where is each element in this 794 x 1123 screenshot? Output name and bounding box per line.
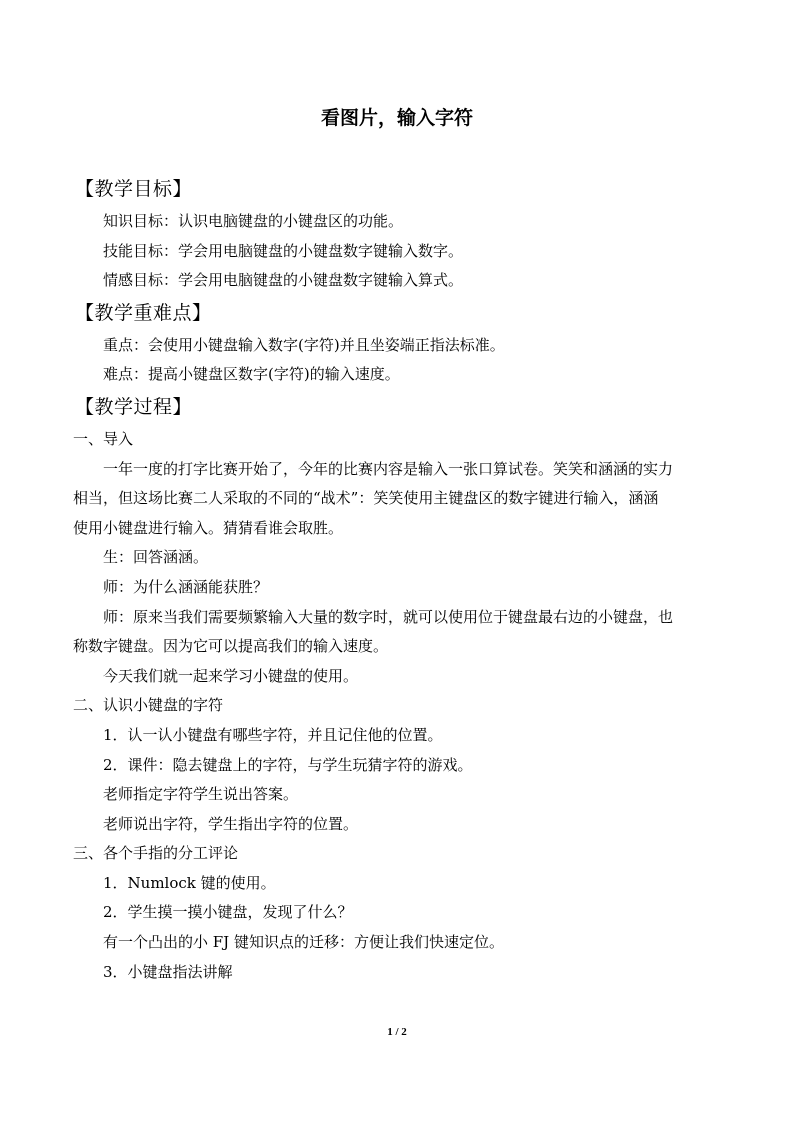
section-2-item2: 2．课件：隐去键盘上的字符，与学生玩猜字符的游戏。 — [103, 755, 473, 774]
section-3-note: 有一个凸出的小 FJ 键知识点的迁移：方便让我们快速定位。 — [103, 933, 504, 952]
page-number: 1 / 2 — [387, 1026, 407, 1038]
section-1-teacher-question: 师：为什么涵涵能获胜？ — [103, 577, 269, 596]
section-3-item2: 2．学生摸一摸小键盘，发现了什么？ — [103, 903, 353, 922]
section-1-para1-line1: 一年一度的打字比赛开始了，今年的比赛内容是输入一张口算试卷。笑笑和涵涵的实力 — [103, 459, 674, 478]
key-point-focus: 重点：会使用小键盘输入数字(字符)并且坐姿端正指法标准。 — [103, 335, 505, 354]
process-heading: 【教学过程】 — [75, 395, 193, 418]
section-1-student: 生：回答涵涵。 — [103, 548, 209, 567]
section-1-teacher-answer-line2: 称数字键盘。因为它可以提高我们的输入速度。 — [73, 637, 389, 656]
section-3-title: 三、各个手指的分工评论 — [73, 844, 239, 863]
document-title: 看图片，输入字符 — [320, 107, 473, 129]
document-body — [73, 172, 723, 987]
objective-skill: 技能目标：学会用电脑键盘的小键盘数字键输入数字。 — [103, 241, 464, 260]
section-1-today: 今天我们就一起来学习小键盘的使用。 — [103, 666, 359, 685]
section-1-teacher-answer-line1: 师：原来当我们需要频繁输入大量的数字时，就可以使用位于键盘最右边的小键盘，也 — [103, 607, 674, 626]
objective-emotion: 情感目标：学会用电脑键盘的小键盘数字键输入算式。 — [103, 271, 464, 290]
section-1-title: 一、导入 — [73, 429, 134, 448]
section-2-note1: 老师指定字符学生说出答案。 — [103, 785, 299, 804]
section-3-item3: 3．小键盘指法讲解 — [103, 962, 233, 981]
section-3-item1: 1．Numlock 键的使用。 — [103, 873, 276, 892]
section-2-note2: 老师说出字符，学生指出字符的位置。 — [103, 814, 359, 833]
objective-knowledge: 知识目标：认识电脑键盘的小键盘区的功能。 — [103, 212, 404, 230]
section-1-para1-line3: 使用小键盘进行输入。猜猜看谁会取胜。 — [73, 518, 344, 537]
section-1-para1-line2: 相当，但这场比赛二人采取的不同的“战术”：笑笑使用主键盘区的数字键进行输入，涵涵 — [73, 489, 659, 508]
key-point-difficulty: 难点：提高小键盘区数字(字符)的输入速度。 — [103, 365, 400, 384]
objectives-heading: 【教学目标】 — [75, 178, 193, 200]
section-2-title: 二、认识小键盘的字符 — [73, 696, 224, 715]
section-2-item1: 1．认一认小键盘有哪些字符，并且记住他的位置。 — [103, 725, 443, 744]
key-points-heading: 【教学重难点】 — [75, 301, 212, 324]
